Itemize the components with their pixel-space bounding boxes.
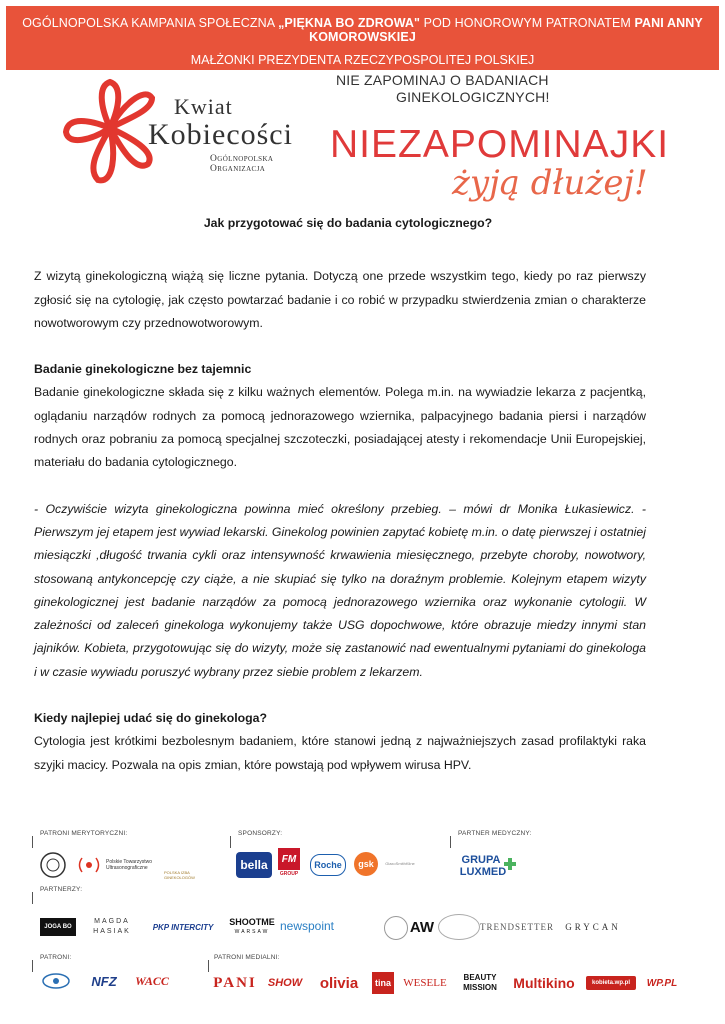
campaign-slogan: żyją dłużej! bbox=[452, 163, 648, 203]
caption-media-patrons: PATRONI MEDIALNI: bbox=[214, 954, 280, 961]
partner-magda-2: HASIAK bbox=[93, 927, 131, 935]
medical-luxmed: LUXMED bbox=[459, 866, 507, 878]
kwiat-kobiecosci-logo bbox=[60, 76, 300, 198]
article bbox=[34, 212, 646, 777]
media-tina: tina bbox=[372, 972, 394, 994]
ultrasound-icon bbox=[74, 852, 104, 878]
sponsor-roche: Roche bbox=[310, 854, 346, 876]
caption-sponsors: SPONSORZY: bbox=[238, 830, 283, 837]
banner-line-1 bbox=[6, 16, 719, 44]
patron-wacc: WACC bbox=[135, 973, 169, 988]
partner-shootme-sub: WARSAW bbox=[234, 929, 270, 935]
media-beauty-1: BEAUTY bbox=[463, 972, 497, 982]
section-paragraph-2: Cytologia jest krótkimi bezbolesnym badaniem, które stanowi jedną z najważniejszych zasad profilaktyki raka szyjki macicy. Pozwala na opis zmian, które powstają pod wpływem wirusa HPV. bbox=[34, 734, 646, 772]
flower-icon bbox=[60, 76, 160, 198]
section-heading-2: Kiedy najlepiej udać się do ginekologa? bbox=[34, 711, 268, 726]
logo-subtitle: Ogólnopolska Organizacja bbox=[210, 154, 274, 174]
logo-word-kobiecosci: Kobiecości bbox=[148, 118, 293, 151]
partner-shootme: SHOOTME bbox=[229, 917, 275, 927]
partner-grycan: GRYCAN bbox=[565, 922, 621, 932]
campaign-banner bbox=[6, 6, 719, 70]
merit-logo-1: Polskie Towarzystwo Ultrasonograficzne bbox=[106, 859, 153, 871]
sponsor-bella: bella bbox=[236, 852, 272, 878]
medical-grupa: GRUPA bbox=[461, 854, 501, 866]
partner-round-logo bbox=[384, 916, 408, 940]
media-wp: WP.PL bbox=[646, 977, 678, 989]
sponsor-gsk-sub: GlaxoSmithKline bbox=[385, 860, 415, 866]
sponsors-footer bbox=[28, 826, 698, 1024]
media-olivia: olivia bbox=[319, 974, 359, 992]
media-pani: PANI bbox=[213, 974, 257, 991]
caption-merit-patrons: PATRONI MERYTORYCZNI: bbox=[40, 830, 128, 837]
campaign-header bbox=[330, 72, 670, 203]
patron-eye-logo bbox=[42, 972, 70, 990]
caption-partners: PARTNERZY: bbox=[40, 886, 83, 893]
media-beauty-2: MISSION bbox=[463, 982, 497, 992]
luxmed-plus-icon bbox=[504, 858, 516, 870]
partner-newspoint: newspoint bbox=[279, 919, 335, 933]
section-heading-1: Badanie ginekologiczne bez tajemnic bbox=[34, 362, 252, 377]
sponsor-fm-sub: GROUP bbox=[279, 871, 299, 877]
sponsor-gsk: gsk bbox=[354, 852, 378, 876]
partner-magda-1: MAGDA bbox=[94, 917, 130, 925]
partner-jogabo: JOGA BO bbox=[40, 918, 76, 936]
patron-nfz: NFZ bbox=[91, 973, 117, 989]
campaign-line-1: NIE ZAPOMINAJ O BADANIACH bbox=[336, 72, 549, 88]
merit-logo-2: POLSKA IZBA GINEKOLOGÓW bbox=[164, 870, 195, 880]
media-wesele: WESELE bbox=[403, 977, 447, 989]
article-title: Jak przygotować się do badania cytologicznego? bbox=[203, 216, 493, 230]
banner-text-a: OGÓLNOPOLSKA KAMPANIA SPOŁECZNA bbox=[22, 16, 275, 30]
section-paragraph-1: Badanie ginekologiczne składa się z kilku ważnych elementów. Polega m.in. na wywiadzie lekarza z pacjentką, oglądaniu narządów rodnych za pomocą jednorazowego wziernika, palpacyjnego badania piersi i narządów rodnych oraz pobraniu za pomocą specjalnej szczoteczki, posiadającej atesty i rekomendacje Unii Europejskiej, materiału do badania cytologicznego. bbox=[34, 385, 646, 470]
partner-oval-logo bbox=[438, 914, 480, 940]
logo-text bbox=[148, 94, 300, 174]
banner-text-d: PANI ANNY KOMOROWSKIEJ bbox=[309, 16, 703, 44]
banner-text-c: POD HONOROWYM PATRONATEM bbox=[423, 16, 631, 30]
media-multikino: Multikino bbox=[513, 975, 575, 991]
campaign-name: NIEZAPOMINAJKI bbox=[330, 123, 670, 166]
logo-word-kwiat: Kwiat bbox=[174, 94, 233, 119]
caption-patrons: PATRONI: bbox=[40, 954, 72, 961]
partner-trendsetter: TRENDSETTER bbox=[480, 922, 554, 932]
partner-aw: AW bbox=[409, 918, 435, 936]
banner-text-b: „PIĘKNA BO ZDROWA" bbox=[278, 16, 421, 30]
sponsor-fm: FM bbox=[278, 848, 300, 870]
article-intro: Z wizytą ginekologiczną wiążą się liczne pytania. Dotyczą one przede wszystkim tego, kiedy po raz pierwszy zgłosić się na cytologię, jak często powtarzać badanie i co robić w przypadku stwierdzenia zmian o charakterze nowotworowym czy przednowotworowym. bbox=[34, 269, 646, 330]
banner-line-2: MAŁŻONKI PREZYDENTA RZECZYPOSPOLITEJ POLSKIEJ bbox=[190, 53, 535, 67]
doctor-quote: - Oczywiście wizyta ginekologiczna powinna mieć określony przebieg. – mówi dr Monika Łukasiewicz. - Pierwszym jej etapem jest wywiad lekarski. Ginekolog powinien zapytać kobietę m.in. o datę pierwszej i ostatniej miesiączki ,długość trwania cykli oraz intensywność krwawienia miesięcznego, przebyte choroby, nowotwory, stosowaną antykoncepcję czy ciąże, a nie skupiać się tylko na doraźnym problemie. Kolejnym etapem wizyty ginekologicznej jest badanie narządów za pomocą jednorazowego wziernika oraz wykonanie cytologii. W zależności od zaleceń ginekologa wykonujemy także USG dopochwowe, które obrazuje miedzy innymi stan jajników. Kobieta, przygotowując się do wizyty, może się zastanowić nad ewentualnymi pytaniami do ginekologa i w czasie wywiadu poruszyć wybrany przez siebie problem z lekarzem. bbox=[34, 501, 646, 679]
partner-pkp: PKP INTERCITY bbox=[152, 922, 214, 932]
caption-medical-partner: PARTNER MEDYCZNY: bbox=[458, 830, 532, 837]
media-kobieta-wp: kobieta.wp.pl bbox=[586, 976, 636, 990]
media-show: SHOW bbox=[267, 977, 303, 989]
campaign-line-2: GINEKOLOGICZNYCH! bbox=[396, 89, 550, 105]
seal-logo bbox=[40, 852, 66, 878]
